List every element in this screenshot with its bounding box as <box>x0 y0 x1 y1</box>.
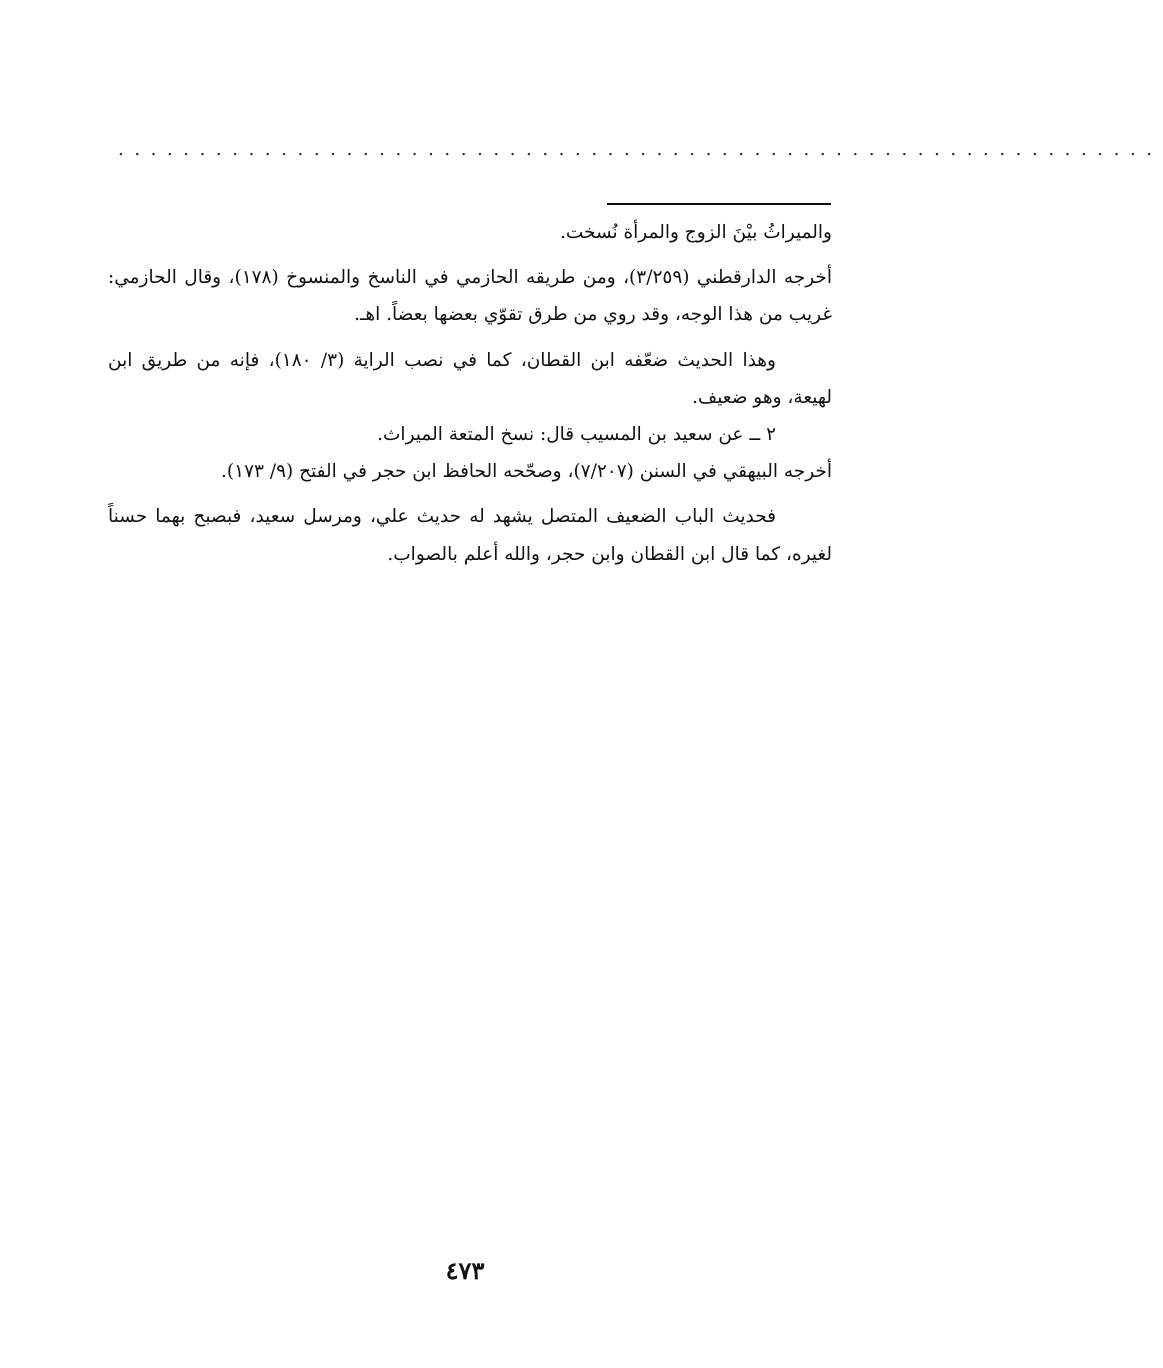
footnote-numbered-item: ٢ ــ عن سعيد بن المسيب قال: نسخ المتعة الميراث. <box>377 424 776 446</box>
footnote-paragraph: أخرجه البيهقي في السنن (٧/٢٠٧)، وصحّحه الحافظ ابن حجر في الفتح (٩/ ١٧٣). <box>221 461 832 483</box>
footnote-conclusion: فحديث الباب الضعيف المتصل يشهد له حديث علي، ومرسل سعيد، فبصبح بهما حسناً لغيره، كما قال ابن القطان وابن حجر، والله أعلم بالصواب. <box>108 506 832 565</box>
footnote-divider <box>607 203 831 205</box>
footnote-continuation: والميراثُ بيْنَ الزوج والمرأة نُسخت. <box>559 222 832 243</box>
section-separator-dots: ................................................................ <box>118 139 1163 160</box>
footnotes-block <box>108 214 832 573</box>
page-number: ٤٧٣ <box>445 1256 485 1285</box>
footnote-paragraph: وهذا الحديث ضعّفه ابن القطان، كما في نصب الراية (٣/ ١٨٠)، فإنه من طريق ابن لهيعة، وهو ضعيف. <box>108 349 832 408</box>
footnote-paragraph: أخرجه الدارقطني (٣/٢٥٩)، ومن طريقه الحازمي في الناسخ والمنسوخ (١٧٨)، وقال الحازمي: غريب من هذا الوجه، وقد روي من طرق تقوّي بعضها بعضاً. اهـ. <box>108 267 832 326</box>
